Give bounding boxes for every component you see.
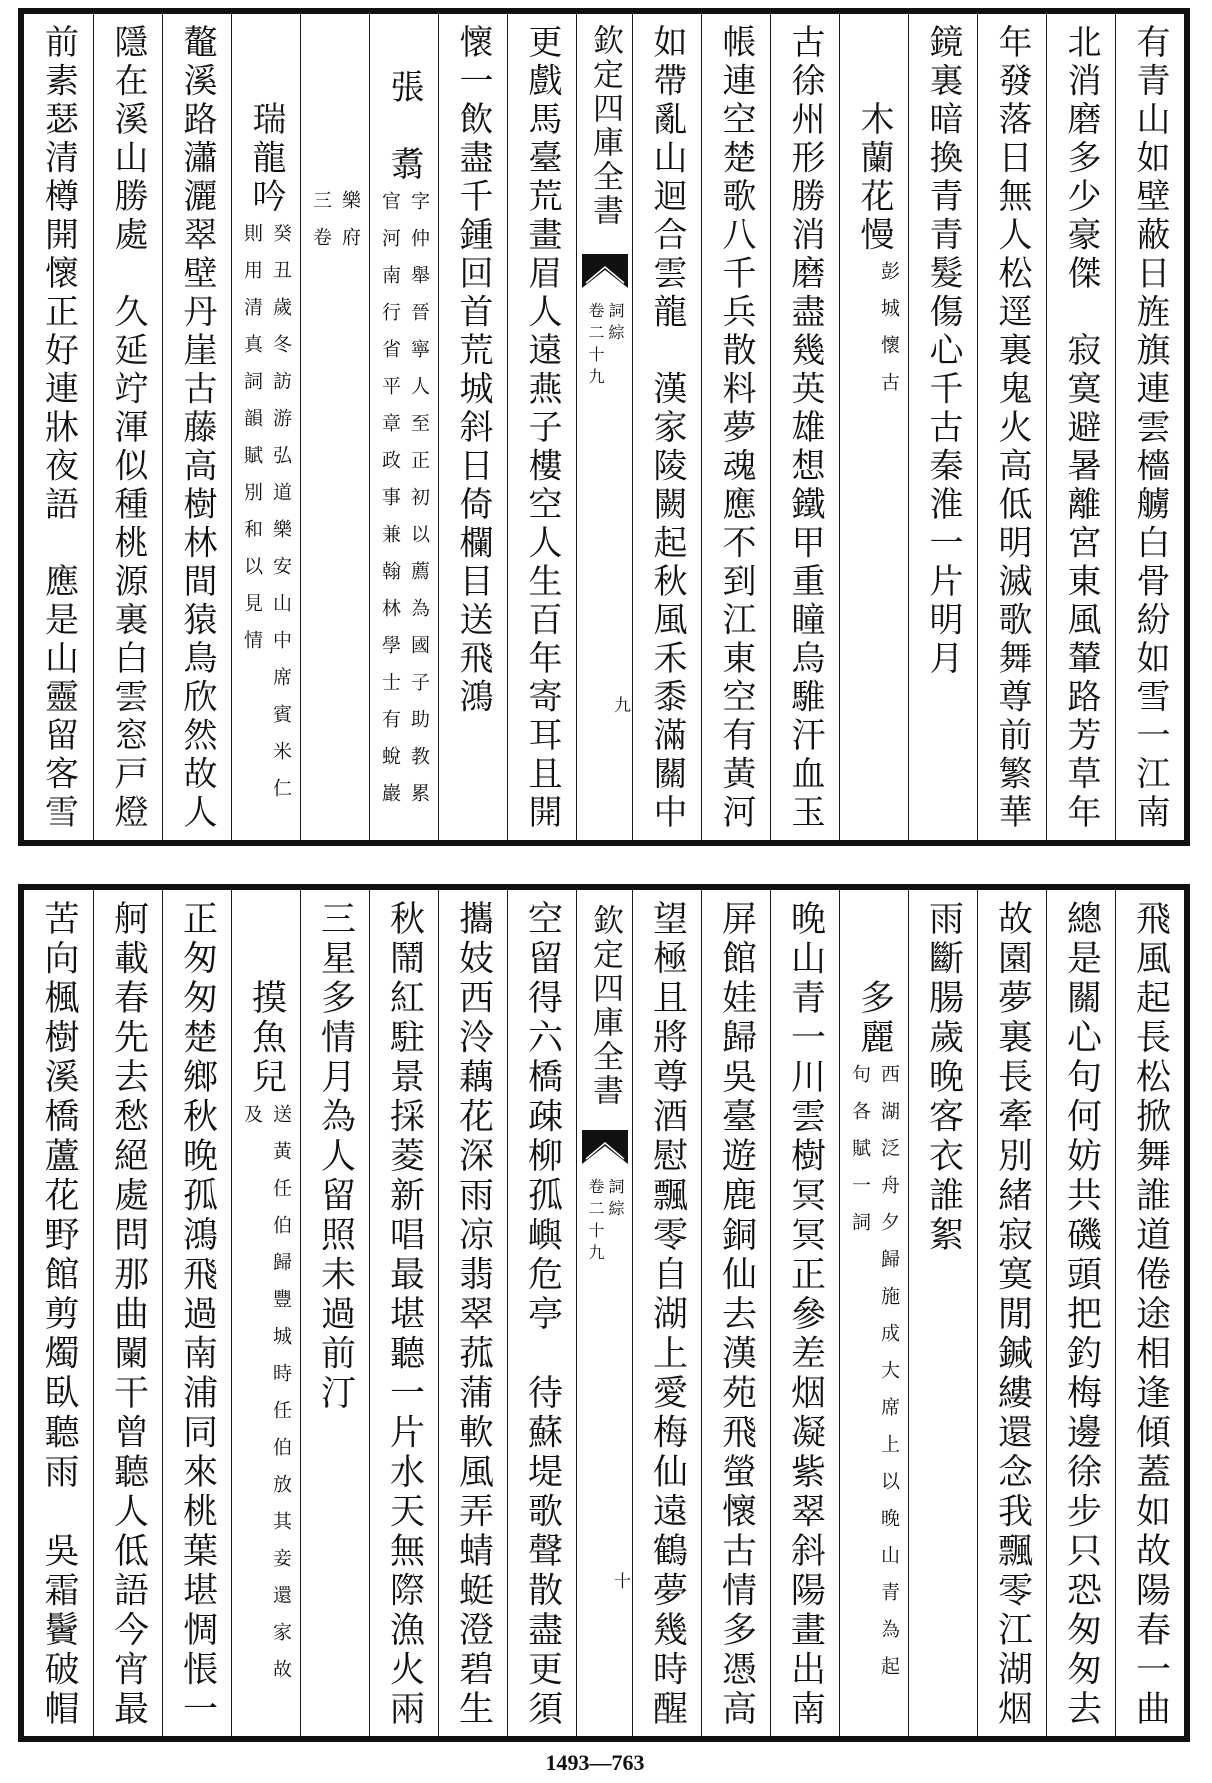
folio-number: 九 [610,696,630,713]
text-column [93,14,162,840]
text-column [369,890,438,1736]
tune-title-column [231,14,300,840]
text-column [300,890,369,1736]
note-line-left: 官河南行省平章政事兼翰林學士有蛻巖 [379,190,401,820]
column-text: 晚山青一川雲樹冥冥正參差烟凝紫翠斜陽畫出南 [785,900,826,1730]
column-text: 雨斷腸歲晚客衣誰絮 [923,900,964,1256]
tune-title: 多麗 [854,979,895,1058]
column-text: 如帶亂山迴合雲龍 漢家陵闕起秋風禾黍滿關中 [647,24,687,833]
column-text: 有青山如壁蔽日旌旗連雲檣艣白骨紛如雪一江南 [1130,24,1170,833]
column-text: 懷一飲盡千鍾回首荒城斜日倚欄目送飛鴻 [453,24,493,717]
fish-tail-mark [582,254,628,288]
note-line-left: 句各賦一詞 [849,1064,871,1249]
text-column [701,890,770,1736]
center-fold-margin [576,14,632,840]
volume-number: 卷二十九 [586,1178,605,1266]
note-line-right: 字仲舉晉寧人至正初以薦為國子助教累 [408,190,430,820]
collection-title: 欽定四庫全書 [587,24,623,228]
text-column [632,890,701,1736]
center-fold-margin [576,890,632,1736]
column-text: 飛風起長松掀舞誰道倦途相逢傾蓋如故陽春一曲 [1130,900,1171,1730]
column-text: 帳連空楚歌八千兵散料夢魂應不到江東空有黃河 [716,24,756,833]
text-column [1115,890,1184,1736]
book-name: 詞綜 [606,1178,625,1222]
tune-title-column [231,890,300,1736]
volume-label [587,302,623,390]
upper-half-leaf [18,8,1190,846]
tune-title-column [839,890,908,1736]
text-column [1046,14,1115,840]
column-text: 望極且將尊酒慰飄零自湖上愛梅仙遠鶴夢幾時醒 [647,900,688,1730]
folio-number: 十 [610,1572,630,1589]
text-column [770,14,839,840]
fish-tail-mark [582,1130,628,1164]
column-text: 攜妓西泠藕花深雨凉翡翠菰蒲軟風弄蜻蜓澄碧生 [453,900,494,1730]
note-line-right: 癸丑歲冬訪游弘道樂安山中席賓米仁 [270,222,292,815]
text-column [438,14,507,840]
text-column [162,14,231,840]
tune-title: 摸魚兒 [246,979,287,1098]
double-line-note [242,1104,290,1696]
column-text: 鏡裏暗換青青髮傷心千古秦淮一片明月 [923,24,963,679]
text-column [1046,890,1115,1736]
text-column [24,14,93,840]
author-name: 張 翥 [384,69,424,185]
column-text: 隱在溪山勝處 久延竚渾似種桃源裏白雲窓戸燈 [108,24,148,833]
column-text: 苦向楓樹溪橋蘆花野館剪燭臥聽雨 吳霜鬢破帽 [39,900,79,1730]
volume-number: 卷二十九 [586,302,605,390]
text-column [93,890,162,1736]
column-text: 舸載春先去愁絕處問那曲闌干曾聽人低語今宵最 [108,900,149,1730]
column-text: 鼇溪路瀟灑翠壁丹崖古藤高樹林間猿鳥欣然故人 [177,24,217,833]
note-line-right: 送黃任伯歸豐城時任伯放其妾還家故 [270,1103,292,1696]
double-line-note [380,191,428,820]
column-text: 古徐州形勝消磨盡幾英雄想鐵甲重瞳烏騅汗血玉 [785,24,825,833]
note-line-right: 樂府 [339,190,361,264]
text-column [770,890,839,1736]
page-code: 1493—763 [545,1750,645,1775]
double-line-note [850,261,898,409]
note-line-right: 彭城懷古 [878,261,900,409]
column-text: 北消磨多少豪傑 寂寞避暑離宮東風輦路芳草年 [1061,24,1101,833]
note-line-left: 及 [241,1103,263,1141]
column-text: 年發落日無人松逕裏鬼火高低明滅歌舞尊前繁華 [992,24,1032,833]
note-line-left: 三卷 [310,190,332,264]
text-column [24,890,93,1736]
collection-title: 欽定四庫全書 [587,904,623,1108]
text-column [977,890,1046,1736]
double-line-note [242,223,290,815]
tune-title: 瑞龍吟 [246,101,286,217]
text-column [507,890,576,1736]
column-text: 更戲馬臺荒畫眉人遠燕子樓空人生百年寄耳且開 [522,24,562,833]
text-column [701,14,770,840]
book-name: 詞綜 [606,302,625,346]
text-column [908,890,977,1736]
text-column [162,890,231,1736]
note-continuation-column [300,14,369,840]
double-line-note [850,1064,898,1693]
tune-title-column [839,14,908,840]
column-text: 正匆匆楚鄉秋晚孤鴻飛過南浦同來桃葉堪惆悵一 [177,900,218,1730]
text-column [632,14,701,840]
column-text: 前素瑟清樽開懷正好連牀夜語 應是山靈留客雪 [38,24,79,833]
text-column [507,14,576,840]
column-text: 三星多情月為人留照未過前汀 [315,900,356,1414]
column-text: 總是關心句何妨共磯頭把釣梅邊徐步只恐匆匆去 [1061,900,1102,1730]
lower-half-leaf [18,884,1190,1742]
text-column [1115,14,1184,840]
column-text: 屏館娃歸吳臺遊鹿銅仙去漢苑飛螢懷古情多憑高 [716,900,757,1730]
tune-title: 木蘭花慢 [854,101,894,255]
double-line-note [311,190,359,264]
author-column [369,14,438,840]
text-column [977,14,1046,840]
volume-label [587,1178,623,1266]
text-column [908,14,977,840]
text-column [438,890,507,1736]
note-line-right: 西湖泛舟夕歸施成大席上以晚山青為起 [878,1064,900,1693]
note-line-left: 則用清真詞韻賦別和以見情 [241,222,263,667]
column-text: 故園夢裏長牽別緒寂寞閒鍼縷還念我飄零江湖烟 [992,900,1033,1730]
column-text: 空留得六橋疎柳孤嶼危亭 待蘇堤歌聲散盡更須 [522,900,563,1730]
column-text: 秋鬧紅駐景採菱新唱最堪聽一片水天無際漁火兩 [384,900,425,1730]
